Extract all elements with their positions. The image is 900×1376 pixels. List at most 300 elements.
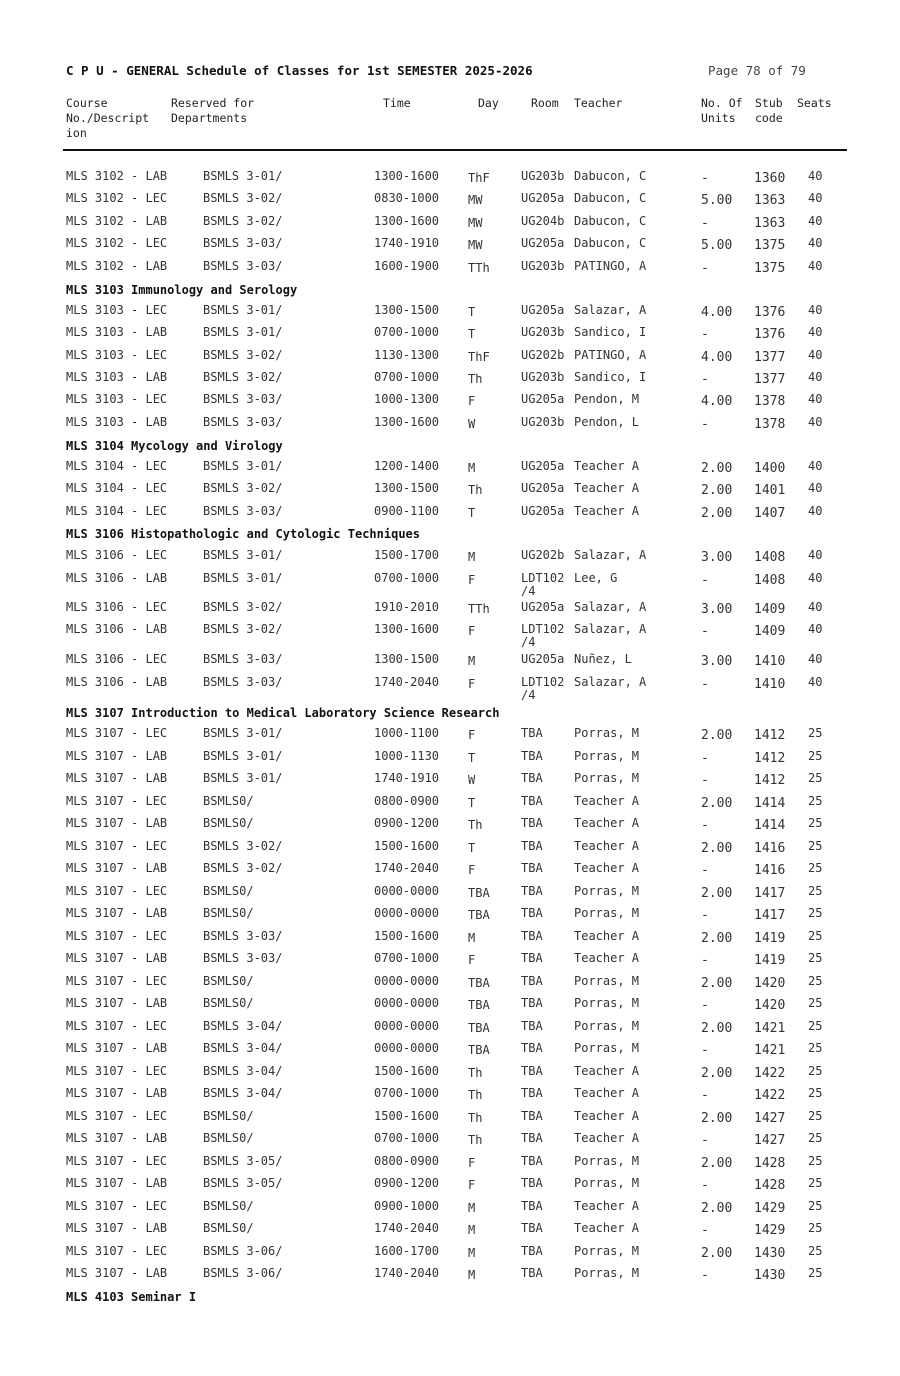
stub-code-cell: 1377 <box>754 350 786 365</box>
units-cell: - <box>701 171 709 186</box>
table-row <box>0 460 900 482</box>
stub-code-cell: 1408 <box>754 573 786 588</box>
day-cell: M <box>468 1223 476 1237</box>
units-cell: - <box>701 573 709 588</box>
course-cell: MLS 3106 - LEC <box>66 652 168 666</box>
seats-cell: 25 <box>808 1199 823 1213</box>
units-cell: 4.00 <box>701 305 733 320</box>
units-cell: 2.00 <box>701 976 733 991</box>
table-row <box>0 260 900 282</box>
stub-code-cell: 1375 <box>754 238 786 253</box>
seats-cell: 25 <box>808 1266 823 1280</box>
teacher-cell: Porras, M <box>574 974 640 988</box>
course-cell: MLS 3107 - LEC <box>66 1199 168 1213</box>
day-cell: F <box>468 1178 476 1192</box>
teacher-cell: Teacher A <box>574 794 640 808</box>
stub-code-cell: 1401 <box>754 483 786 498</box>
department-cell: BSMLS 3-01/ <box>203 749 283 763</box>
room-cell: UG205a <box>521 652 565 666</box>
seats-cell: 25 <box>808 1086 823 1100</box>
teacher-cell: PATINGO, A <box>574 259 647 273</box>
department-cell: BSMLS 3-03/ <box>203 259 283 273</box>
seats-cell: 25 <box>808 974 823 988</box>
units-cell: - <box>701 953 709 968</box>
table-row <box>0 601 900 623</box>
day-cell: Th <box>468 1088 483 1102</box>
time-cell: 0900-1100 <box>374 504 440 518</box>
department-cell: BSMLS 3-03/ <box>203 951 283 965</box>
table-row <box>0 862 900 884</box>
seats-cell: 40 <box>808 236 823 250</box>
teacher-cell: Porras, M <box>574 1019 640 1033</box>
day-cell: Th <box>468 372 483 386</box>
department-cell: BSMLS 3-02/ <box>203 481 283 495</box>
course-cell: MLS 3107 - LAB <box>66 906 168 920</box>
day-cell: Th <box>468 1066 483 1080</box>
course-cell: MLS 3107 - LAB <box>66 1131 168 1145</box>
stub-code-cell: 1414 <box>754 818 786 833</box>
day-cell: TBA <box>468 886 490 900</box>
room-cell: TBA <box>521 1266 543 1280</box>
stub-code-cell: 1400 <box>754 461 786 476</box>
department-cell: BSMLS 3-04/ <box>203 1019 283 1033</box>
day-cell: TBA <box>468 1043 490 1057</box>
department-cell: BSMLS0/ <box>203 1131 254 1145</box>
stub-code-cell: 1427 <box>754 1133 786 1148</box>
time-cell: 1000-1100 <box>374 726 440 740</box>
table-row <box>0 907 900 929</box>
day-cell: M <box>468 931 476 945</box>
stub-code-cell: 1375 <box>754 261 786 276</box>
course-cell: MLS 3102 - LEC <box>66 191 168 205</box>
stub-code-cell: 1421 <box>754 1021 786 1036</box>
seats-cell: 25 <box>808 1244 823 1258</box>
col-header-stub: Stub code <box>755 96 783 125</box>
department-cell: BSMLS 3-03/ <box>203 504 283 518</box>
seats-cell: 25 <box>808 929 823 943</box>
seats-cell: 40 <box>808 191 823 205</box>
table-row <box>0 675 900 702</box>
day-cell: T <box>468 506 476 520</box>
teacher-cell: Lee, G <box>574 571 618 585</box>
table-row <box>0 1042 900 1064</box>
stub-code-cell: 1376 <box>754 327 786 342</box>
units-cell: 5.00 <box>701 193 733 208</box>
room-cell: UG205a <box>521 600 565 614</box>
department-cell: BSMLS0/ <box>203 884 254 898</box>
table-row <box>0 1177 900 1199</box>
room-cell: TBA <box>521 1199 543 1213</box>
seats-cell: 40 <box>808 459 823 473</box>
day-cell: F <box>468 394 476 408</box>
seats-cell: 40 <box>808 504 823 518</box>
col-header-teacher: Teacher <box>574 96 623 110</box>
seats-cell: 40 <box>808 259 823 273</box>
teacher-cell: Dabucon, C <box>574 236 647 250</box>
day-cell: ThF <box>468 171 490 185</box>
course-cell: MLS 3107 - LEC <box>66 1019 168 1033</box>
seats-cell: 25 <box>808 749 823 763</box>
table-row <box>0 237 900 259</box>
day-cell: TBA <box>468 1021 490 1035</box>
course-cell: MLS 3106 - LAB <box>66 622 168 636</box>
seats-cell: 25 <box>808 771 823 785</box>
teacher-cell: Teacher A <box>574 839 640 853</box>
course-cell: MLS 3107 - LEC <box>66 974 168 988</box>
col-header-course: Course No./Descript ion <box>66 96 150 140</box>
teacher-cell: Porras, M <box>574 906 640 920</box>
table-row <box>0 505 900 527</box>
seats-cell: 25 <box>808 1154 823 1168</box>
teacher-cell: Porras, M <box>574 1041 640 1055</box>
day-cell: MW <box>468 216 483 230</box>
course-cell: MLS 3107 - LEC <box>66 1154 168 1168</box>
seats-cell: 40 <box>808 303 823 317</box>
time-cell: 1600-1900 <box>374 259 440 273</box>
table-row <box>0 997 900 1019</box>
time-cell: 0900-1200 <box>374 1176 440 1190</box>
seats-cell: 40 <box>808 169 823 183</box>
course-cell: MLS 3102 - LAB <box>66 169 168 183</box>
teacher-cell: Pendon, L <box>574 415 640 429</box>
teacher-cell: Dabucon, C <box>574 214 647 228</box>
course-cell: MLS 3107 - LEC <box>66 726 168 740</box>
course-cell: MLS 3107 - LAB <box>66 1041 168 1055</box>
table-row <box>0 371 900 393</box>
course-section-heading: MLS 3103 Immunology and Serology <box>66 283 298 297</box>
table-row <box>0 349 900 371</box>
department-cell: BSMLS0/ <box>203 794 254 808</box>
department-cell: BSMLS 3-02/ <box>203 214 283 228</box>
col-header-seats: Seats <box>797 96 832 110</box>
stub-code-cell: 1429 <box>754 1201 786 1216</box>
table-row <box>0 1065 900 1087</box>
table-row <box>0 571 900 598</box>
teacher-cell: Teacher A <box>574 1221 640 1235</box>
teacher-cell: Porras, M <box>574 996 640 1010</box>
day-cell: T <box>468 751 476 765</box>
time-cell: 0700-1000 <box>374 571 440 585</box>
units-cell: 2.00 <box>701 1021 733 1036</box>
table-row <box>0 1245 900 1267</box>
seats-cell: 25 <box>808 794 823 808</box>
table-row <box>0 952 900 974</box>
units-cell: 2.00 <box>701 1156 733 1171</box>
course-cell: MLS 3106 - LEC <box>66 600 168 614</box>
table-row <box>0 1087 900 1109</box>
room-cell: UG205a <box>521 236 565 250</box>
table-row <box>0 795 900 817</box>
time-cell: 0700-1000 <box>374 1086 440 1100</box>
units-cell: - <box>701 863 709 878</box>
seats-cell: 40 <box>808 370 823 384</box>
stub-code-cell: 1363 <box>754 216 786 231</box>
time-cell: 1300-1600 <box>374 415 440 429</box>
teacher-cell: Dabucon, C <box>574 169 647 183</box>
department-cell: BSMLS0/ <box>203 1199 254 1213</box>
seats-cell: 25 <box>808 951 823 965</box>
room-cell: TBA <box>521 951 543 965</box>
teacher-cell: Teacher A <box>574 816 640 830</box>
teacher-cell: Porras, M <box>574 749 640 763</box>
time-cell: 0900-1200 <box>374 816 440 830</box>
course-cell: MLS 3107 - LAB <box>66 1266 168 1280</box>
table-row <box>0 1267 900 1289</box>
units-cell: 2.00 <box>701 728 733 743</box>
seats-cell: 25 <box>808 1019 823 1033</box>
seats-cell: 25 <box>808 839 823 853</box>
room-cell: TBA <box>521 929 543 943</box>
course-cell: MLS 3107 - LAB <box>66 861 168 875</box>
teacher-cell: Porras, M <box>574 1266 640 1280</box>
table-row <box>0 1110 900 1132</box>
course-cell: MLS 3103 - LEC <box>66 348 168 362</box>
stub-code-cell: 1412 <box>754 773 786 788</box>
room-cell: TBA <box>521 1064 543 1078</box>
course-cell: MLS 3107 - LAB <box>66 1221 168 1235</box>
table-row <box>0 1200 900 1222</box>
time-cell: 1910-2010 <box>374 600 440 614</box>
teacher-cell: Pendon, M <box>574 392 640 406</box>
units-cell: 2.00 <box>701 1246 733 1261</box>
time-cell: 0700-1000 <box>374 951 440 965</box>
room-cell: UG202b <box>521 548 565 562</box>
seats-cell: 25 <box>808 1176 823 1190</box>
seats-cell: 40 <box>808 481 823 495</box>
day-cell: M <box>468 1246 476 1260</box>
time-cell: 1740-2040 <box>374 1266 440 1280</box>
seats-cell: 25 <box>808 996 823 1010</box>
seats-cell: 40 <box>808 571 823 585</box>
stub-code-cell: 1422 <box>754 1088 786 1103</box>
stub-code-cell: 1417 <box>754 908 786 923</box>
table-row <box>0 840 900 862</box>
department-cell: BSMLS0/ <box>203 816 254 830</box>
department-cell: BSMLS 3-01/ <box>203 771 283 785</box>
units-cell: 2.00 <box>701 1066 733 1081</box>
table-row <box>0 1155 900 1177</box>
units-cell: 4.00 <box>701 350 733 365</box>
stub-code-cell: 1412 <box>754 728 786 743</box>
room-cell: UG205a <box>521 459 565 473</box>
room-cell: UG203b <box>521 259 565 273</box>
time-cell: 1500-1600 <box>374 1109 440 1123</box>
room-cell: UG203b <box>521 415 565 429</box>
units-cell: - <box>701 216 709 231</box>
stub-code-cell: 1422 <box>754 1066 786 1081</box>
department-cell: BSMLS 3-04/ <box>203 1064 283 1078</box>
time-cell: 1300-1600 <box>374 214 440 228</box>
course-cell: MLS 3103 - LAB <box>66 325 168 339</box>
room-cell: TBA <box>521 1019 543 1033</box>
course-cell: MLS 3107 - LEC <box>66 1064 168 1078</box>
units-cell: 2.00 <box>701 483 733 498</box>
teacher-cell: Teacher A <box>574 1086 640 1100</box>
day-cell: Th <box>468 1111 483 1125</box>
stub-code-cell: 1410 <box>754 677 786 692</box>
col-header-departments: Reserved for Departments <box>171 96 255 125</box>
units-cell: 2.00 <box>701 1111 733 1126</box>
day-cell: M <box>468 654 476 668</box>
seats-cell: 40 <box>808 392 823 406</box>
time-cell: 1740-2040 <box>374 861 440 875</box>
table-row <box>0 170 900 192</box>
day-cell: TBA <box>468 998 490 1012</box>
table-row <box>0 393 900 415</box>
room-cell: TBA <box>521 1086 543 1100</box>
course-cell: MLS 3104 - LEC <box>66 481 168 495</box>
stub-code-cell: 1407 <box>754 506 786 521</box>
room-cell: TBA <box>521 1109 543 1123</box>
course-cell: MLS 3107 - LEC <box>66 1109 168 1123</box>
course-cell: MLS 3107 - LEC <box>66 839 168 853</box>
department-cell: BSMLS 3-05/ <box>203 1176 283 1190</box>
seats-cell: 40 <box>808 675 823 689</box>
stub-code-cell: 1378 <box>754 394 786 409</box>
time-cell: 0700-1000 <box>374 1131 440 1145</box>
stub-code-cell: 1416 <box>754 863 786 878</box>
seats-cell: 40 <box>808 548 823 562</box>
units-cell: - <box>701 1088 709 1103</box>
stub-code-cell: 1428 <box>754 1156 786 1171</box>
course-cell: MLS 3107 - LAB <box>66 816 168 830</box>
time-cell: 1740-1910 <box>374 236 440 250</box>
department-cell: BSMLS 3-02/ <box>203 622 283 636</box>
seats-cell: 25 <box>808 726 823 740</box>
time-cell: 1500-1600 <box>374 839 440 853</box>
seats-cell: 40 <box>808 348 823 362</box>
room-cell: UG202b <box>521 348 565 362</box>
room-cell: UG204b <box>521 214 565 228</box>
table-row <box>0 817 900 839</box>
col-header-day: Day <box>478 96 499 110</box>
room-cell: TBA <box>521 839 543 853</box>
day-cell: F <box>468 953 476 967</box>
col-header-room: Room <box>531 96 559 110</box>
room-cell: TBA <box>521 794 543 808</box>
course-cell: MLS 3106 - LAB <box>66 675 168 689</box>
room-cell: UG203b <box>521 370 565 384</box>
department-cell: BSMLS 3-04/ <box>203 1041 283 1055</box>
table-row <box>0 1132 900 1154</box>
seats-cell: 40 <box>808 652 823 666</box>
course-cell: MLS 3106 - LAB <box>66 571 168 585</box>
stub-code-cell: 1416 <box>754 841 786 856</box>
stub-code-cell: 1409 <box>754 602 786 617</box>
stub-code-cell: 1408 <box>754 550 786 565</box>
stub-code-cell: 1378 <box>754 417 786 432</box>
teacher-cell: Teacher A <box>574 1064 640 1078</box>
department-cell: BSMLS 3-03/ <box>203 392 283 406</box>
units-cell: - <box>701 417 709 432</box>
room-cell: TBA <box>521 749 543 763</box>
table-row <box>0 482 900 504</box>
teacher-cell: Teacher A <box>574 504 640 518</box>
room-cell: UG203b <box>521 325 565 339</box>
table-row <box>0 653 900 675</box>
units-cell: - <box>701 372 709 387</box>
time-cell: 1130-1300 <box>374 348 440 362</box>
units-cell: 2.00 <box>701 931 733 946</box>
department-cell: BSMLS 3-01/ <box>203 459 283 473</box>
seats-cell: 40 <box>808 214 823 228</box>
stub-code-cell: 1376 <box>754 305 786 320</box>
course-cell: MLS 3107 - LAB <box>66 951 168 965</box>
time-cell: 1300-1600 <box>374 169 440 183</box>
department-cell: BSMLS 3-06/ <box>203 1244 283 1258</box>
department-cell: BSMLS 3-04/ <box>203 1086 283 1100</box>
course-cell: MLS 3107 - LEC <box>66 794 168 808</box>
time-cell: 1740-2040 <box>374 675 440 689</box>
stub-code-cell: 1363 <box>754 193 786 208</box>
stub-code-cell: 1430 <box>754 1246 786 1261</box>
day-cell: Th <box>468 818 483 832</box>
table-row <box>0 727 900 749</box>
table-row <box>0 416 900 438</box>
table-row <box>0 215 900 237</box>
day-cell: TTh <box>468 261 490 275</box>
room-cell: TBA <box>521 974 543 988</box>
seats-cell: 25 <box>808 1221 823 1235</box>
teacher-cell: Sandico, I <box>574 325 647 339</box>
day-cell: M <box>468 550 476 564</box>
room-cell: TBA <box>521 1041 543 1055</box>
seats-cell: 25 <box>808 906 823 920</box>
department-cell: BSMLS 3-02/ <box>203 861 283 875</box>
stub-code-cell: 1420 <box>754 976 786 991</box>
day-cell: T <box>468 327 476 341</box>
day-cell: M <box>468 1268 476 1282</box>
table-row <box>0 1222 900 1244</box>
room-cell: UG205a <box>521 303 565 317</box>
table-row <box>0 772 900 794</box>
room-cell: UG205a <box>521 191 565 205</box>
units-cell: 4.00 <box>701 394 733 409</box>
teacher-cell: Nuñez, L <box>574 652 632 666</box>
department-cell: BSMLS 3-02/ <box>203 348 283 362</box>
units-cell: 3.00 <box>701 550 733 565</box>
day-cell: MW <box>468 238 483 252</box>
time-cell: 0000-0000 <box>374 906 440 920</box>
page-number: Page 78 of 79 <box>708 63 806 78</box>
teacher-cell: Salazar, A <box>574 600 647 614</box>
seats-cell: 40 <box>808 415 823 429</box>
time-cell: 1300-1500 <box>374 303 440 317</box>
time-cell: 0700-1000 <box>374 325 440 339</box>
course-cell: MLS 3102 - LAB <box>66 214 168 228</box>
time-cell: 0000-0000 <box>374 1019 440 1033</box>
stub-code-cell: 1409 <box>754 624 786 639</box>
department-cell: BSMLS 3-01/ <box>203 303 283 317</box>
units-cell: 2.00 <box>701 461 733 476</box>
col-header-units: No. Of Units <box>701 96 743 125</box>
teacher-cell: Dabucon, C <box>574 191 647 205</box>
time-cell: 0700-1000 <box>374 370 440 384</box>
department-cell: BSMLS 3-01/ <box>203 169 283 183</box>
stub-code-cell: 1377 <box>754 372 786 387</box>
room-cell: TBA <box>521 996 543 1010</box>
teacher-cell: Salazar, A <box>574 548 647 562</box>
units-cell: 2.00 <box>701 1201 733 1216</box>
time-cell: 1740-2040 <box>374 1221 440 1235</box>
teacher-cell: Porras, M <box>574 726 640 740</box>
seats-cell: 25 <box>808 1064 823 1078</box>
time-cell: 0900-1000 <box>374 1199 440 1213</box>
day-cell: T <box>468 841 476 855</box>
day-cell: W <box>468 773 476 787</box>
units-cell: 2.00 <box>701 886 733 901</box>
day-cell: TBA <box>468 976 490 990</box>
